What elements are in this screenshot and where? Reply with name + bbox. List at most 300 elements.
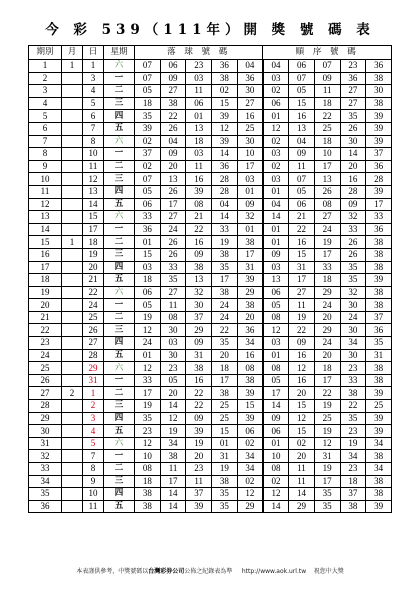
sorted-number-cell: 36	[366, 60, 392, 73]
draw-number-cell: 23	[186, 463, 212, 476]
issue-cell: 10	[29, 173, 62, 186]
sorted-number-cell: 03	[263, 148, 289, 161]
sorted-number-cell: 39	[366, 122, 392, 135]
draw-number-cell: 38	[135, 500, 161, 513]
sorted-number-cell: 35	[314, 500, 340, 513]
draw-number-cell: 19	[212, 463, 238, 476]
sorted-number-cell: 13	[263, 274, 289, 287]
sorted-number-cell: 39	[366, 110, 392, 123]
day-cell: 7	[83, 450, 104, 463]
draw-number-cell: 09	[186, 412, 212, 425]
day-cell: 8	[83, 135, 104, 148]
weekday-cell: 二	[104, 463, 135, 476]
sorted-number-cell: 33	[340, 374, 366, 387]
day-cell: 29	[83, 362, 104, 375]
draw-number-cell: 36	[237, 72, 263, 85]
day-cell: 4	[83, 85, 104, 98]
sorted-number-cell: 14	[263, 400, 289, 413]
sorted-number-cell: 36	[366, 223, 392, 236]
draw-number-cell: 16	[237, 110, 263, 123]
draw-number-cell: 12	[160, 412, 186, 425]
draw-number-cell: 24	[160, 223, 186, 236]
sorted-number-cell: 14	[289, 488, 315, 501]
draw-number-cell: 17	[237, 160, 263, 173]
draw-number-cell: 37	[186, 488, 212, 501]
sorted-number-cell: 09	[289, 337, 315, 350]
table-row	[29, 274, 392, 287]
draw-number-cell: 36	[212, 60, 238, 73]
draw-number-cell: 32	[186, 286, 212, 299]
header-day: 日	[83, 46, 104, 60]
sorted-number-cell: 22	[314, 387, 340, 400]
draw-number-cell: 20	[186, 450, 212, 463]
sorted-number-cell: 12	[263, 488, 289, 501]
sorted-number-cell: 35	[366, 337, 392, 350]
draw-number-cell: 09	[186, 337, 212, 350]
draw-number-cell: 38	[212, 387, 238, 400]
draw-number-cell: 38	[160, 97, 186, 110]
sorted-number-cell: 08	[263, 463, 289, 476]
draw-number-cell: 32	[237, 211, 263, 224]
sorted-number-cell: 33	[340, 223, 366, 236]
sorted-number-cell: 16	[289, 236, 315, 249]
sorted-number-cell: 27	[340, 85, 366, 98]
draw-number-cell: 36	[135, 223, 161, 236]
day-cell: 9	[83, 475, 104, 488]
sorted-number-cell: 16	[340, 173, 366, 186]
draw-number-cell: 34	[160, 437, 186, 450]
footer-wish: 祝您中大獎	[313, 568, 344, 575]
issue-cell: 1	[29, 60, 62, 73]
weekday-cell: 二	[104, 236, 135, 249]
month-cell	[62, 211, 83, 224]
table-row	[29, 236, 392, 249]
day-cell: 14	[83, 198, 104, 211]
month-cell	[62, 286, 83, 299]
sorted-number-cell: 32	[340, 286, 366, 299]
table-row	[29, 362, 392, 375]
draw-number-cell: 38	[212, 72, 238, 85]
weekday-cell: 二	[104, 85, 135, 98]
table-body	[29, 60, 392, 513]
draw-number-cell: 04	[212, 198, 238, 211]
sorted-number-cell: 03	[263, 261, 289, 274]
draw-number-cell: 38	[237, 299, 263, 312]
month-cell	[62, 475, 83, 488]
table-row	[29, 110, 392, 123]
issue-cell: 31	[29, 437, 62, 450]
draw-number-cell: 11	[160, 463, 186, 476]
draw-number-cell: 01	[237, 185, 263, 198]
issue-cell: 15	[29, 236, 62, 249]
weekday-cell: 一	[104, 299, 135, 312]
month-cell	[62, 437, 83, 450]
footer-suffix: 公佈之紀錄表為準	[184, 568, 233, 575]
draw-number-cell: 19	[212, 236, 238, 249]
draw-number-cell: 16	[186, 374, 212, 387]
month-cell: 1	[62, 60, 83, 73]
draw-number-cell: 26	[160, 248, 186, 261]
draw-number-cell: 14	[160, 488, 186, 501]
sorted-number-cell: 38	[340, 500, 366, 513]
draw-number-cell: 39	[135, 122, 161, 135]
sorted-number-cell: 23	[340, 425, 366, 438]
weekday-cell: 五	[104, 500, 135, 513]
draw-number-cell: 35	[135, 412, 161, 425]
draw-number-cell: 39	[186, 185, 212, 198]
header-weekday: 星期	[104, 46, 135, 60]
sorted-number-cell: 06	[263, 286, 289, 299]
draw-number-cell: 38	[212, 286, 238, 299]
sorted-number-cell: 16	[289, 374, 315, 387]
draw-number-cell: 14	[212, 211, 238, 224]
draw-number-cell: 18	[135, 97, 161, 110]
day-cell: 24	[83, 299, 104, 312]
draw-number-cell: 12	[237, 488, 263, 501]
draw-number-cell: 24	[212, 299, 238, 312]
day-cell: 3	[83, 72, 104, 85]
sorted-number-cell: 35	[340, 110, 366, 123]
sorted-number-cell: 12	[263, 324, 289, 337]
day-cell: 26	[83, 324, 104, 337]
month-cell	[62, 223, 83, 236]
draw-number-cell: 17	[212, 374, 238, 387]
sorted-number-cell: 11	[289, 475, 315, 488]
table-row	[29, 60, 392, 73]
sorted-number-cell: 11	[289, 299, 315, 312]
sorted-number-cell: 27	[289, 286, 315, 299]
draw-number-cell: 27	[160, 211, 186, 224]
sorted-number-cell: 07	[314, 60, 340, 73]
sorted-number-cell: 15	[289, 97, 315, 110]
month-cell	[62, 349, 83, 362]
draw-number-cell: 33	[135, 211, 161, 224]
sorted-number-cell: 25	[314, 412, 340, 425]
sorted-number-cell: 39	[366, 500, 392, 513]
issue-cell: 18	[29, 274, 62, 287]
draw-number-cell: 39	[212, 135, 238, 148]
draw-number-cell: 19	[135, 311, 161, 324]
issue-cell: 26	[29, 374, 62, 387]
sorted-number-cell: 30	[340, 299, 366, 312]
lottery-table	[28, 45, 392, 513]
sorted-number-cell: 08	[314, 198, 340, 211]
sorted-number-cell: 26	[340, 236, 366, 249]
sorted-number-cell: 16	[289, 349, 315, 362]
sorted-number-cell: 16	[289, 110, 315, 123]
draw-number-cell: 18	[212, 362, 238, 375]
day-cell: 20	[83, 261, 104, 274]
page-title: 今 彩 539（111年）開 獎 號 碼 表	[45, 22, 375, 38]
day-cell: 8	[83, 463, 104, 476]
draw-number-cell: 02	[135, 135, 161, 148]
sorted-number-cell: 35	[340, 412, 366, 425]
issue-cell: 5	[29, 110, 62, 123]
table-row	[29, 349, 392, 362]
sorted-number-cell: 20	[314, 311, 340, 324]
draw-number-cell: 38	[186, 362, 212, 375]
draw-number-cell: 12	[135, 362, 161, 375]
sorted-number-cell: 38	[366, 488, 392, 501]
draw-number-cell: 28	[212, 185, 238, 198]
month-cell	[62, 261, 83, 274]
issue-cell: 3	[29, 85, 62, 98]
sorted-number-cell: 26	[340, 122, 366, 135]
draw-number-cell: 11	[186, 160, 212, 173]
month-cell	[62, 160, 83, 173]
sorted-number-cell: 18	[314, 362, 340, 375]
month-cell	[62, 412, 83, 425]
sorted-number-cell: 15	[289, 248, 315, 261]
sorted-number-cell: 26	[314, 185, 340, 198]
day-cell: 5	[83, 97, 104, 110]
sorted-number-cell: 38	[366, 248, 392, 261]
table-row	[29, 324, 392, 337]
draw-number-cell: 20	[237, 311, 263, 324]
draw-number-cell: 07	[135, 72, 161, 85]
draw-number-cell: 05	[135, 299, 161, 312]
issue-cell: 23	[29, 337, 62, 350]
draw-number-cell: 25	[237, 122, 263, 135]
draw-number-cell: 30	[237, 85, 263, 98]
sorted-number-cell: 03	[263, 72, 289, 85]
issue-cell: 25	[29, 362, 62, 375]
weekday-cell: 三	[104, 97, 135, 110]
month-cell	[62, 500, 83, 513]
draw-number-cell: 08	[135, 463, 161, 476]
day-cell: 10	[83, 488, 104, 501]
sorted-number-cell: 37	[366, 311, 392, 324]
draw-number-cell: 39	[212, 110, 238, 123]
header-month: 月	[62, 46, 83, 60]
draw-number-cell: 13	[186, 122, 212, 135]
month-cell	[62, 110, 83, 123]
draw-number-cell: 19	[135, 400, 161, 413]
sorted-number-cell: 37	[340, 488, 366, 501]
sorted-number-cell: 09	[340, 198, 366, 211]
issue-cell: 32	[29, 450, 62, 463]
sorted-number-cell: 17	[314, 475, 340, 488]
month-cell	[62, 299, 83, 312]
draw-number-cell: 34	[237, 450, 263, 463]
draw-number-cell: 23	[186, 60, 212, 73]
draw-number-cell: 08	[160, 311, 186, 324]
weekday-cell: 二	[104, 160, 135, 173]
draw-number-cell: 09	[160, 148, 186, 161]
weekday-cell: 五	[104, 274, 135, 287]
sorted-number-cell: 20	[340, 160, 366, 173]
month-cell	[62, 198, 83, 211]
weekday-cell: 一	[104, 450, 135, 463]
draw-number-cell: 37	[186, 311, 212, 324]
weekday-cell: 六	[104, 286, 135, 299]
sorted-number-cell: 18	[314, 135, 340, 148]
sorted-number-cell: 10	[314, 148, 340, 161]
draw-number-cell: 07	[135, 60, 161, 73]
draw-number-cell: 02	[237, 437, 263, 450]
sorted-number-cell: 17	[263, 387, 289, 400]
sorted-number-cell: 39	[366, 185, 392, 198]
draw-number-cell: 23	[135, 425, 161, 438]
draw-number-cell: 16	[186, 173, 212, 186]
draw-number-cell: 38	[212, 248, 238, 261]
month-cell	[62, 425, 83, 438]
sorted-number-cell: 22	[289, 223, 315, 236]
draw-number-cell: 38	[212, 475, 238, 488]
draw-number-cell: 25	[212, 412, 238, 425]
sorted-number-cell: 08	[263, 362, 289, 375]
day-cell: 31	[83, 374, 104, 387]
draw-number-cell: 17	[160, 475, 186, 488]
draw-number-cell: 09	[186, 248, 212, 261]
table-row	[29, 97, 392, 110]
draw-number-cell: 20	[212, 349, 238, 362]
day-cell: 11	[83, 160, 104, 173]
draw-number-cell: 11	[186, 85, 212, 98]
month-cell	[62, 122, 83, 135]
draw-number-cell: 34	[237, 463, 263, 476]
sorted-number-cell: 14	[263, 211, 289, 224]
draw-number-cell: 18	[135, 274, 161, 287]
day-cell: 13	[83, 185, 104, 198]
draw-number-cell: 31	[212, 450, 238, 463]
sorted-number-cell: 09	[263, 248, 289, 261]
month-cell: 1	[62, 236, 83, 249]
sorted-number-cell: 18	[314, 274, 340, 287]
weekday-cell: 六	[104, 135, 135, 148]
weekday-cell: 三	[104, 248, 135, 261]
draw-number-cell: 13	[160, 173, 186, 186]
sorted-number-cell: 23	[340, 463, 366, 476]
table-row	[29, 311, 392, 324]
issue-cell: 8	[29, 148, 62, 161]
month-cell	[62, 362, 83, 375]
table-row	[29, 425, 392, 438]
draw-number-cell: 18	[135, 475, 161, 488]
sorted-number-cell: 34	[340, 337, 366, 350]
issue-cell: 13	[29, 211, 62, 224]
sorted-number-cell: 15	[289, 425, 315, 438]
sorted-number-cell: 18	[314, 97, 340, 110]
draw-number-cell: 06	[160, 60, 186, 73]
sorted-number-cell: 38	[366, 236, 392, 249]
sorted-number-cell: 20	[314, 349, 340, 362]
draw-number-cell: 24	[212, 311, 238, 324]
sorted-number-cell: 24	[340, 311, 366, 324]
draw-number-cell: 19	[186, 437, 212, 450]
sorted-number-cell: 06	[289, 60, 315, 73]
sorted-number-cell: 18	[340, 475, 366, 488]
draw-number-cell: 34	[237, 337, 263, 350]
sorted-number-cell: 12	[263, 122, 289, 135]
draw-number-cell: 20	[160, 387, 186, 400]
draw-number-cell: 39	[186, 500, 212, 513]
draw-number-cell: 27	[237, 97, 263, 110]
weekday-cell: 一	[104, 148, 135, 161]
sorted-number-cell: 17	[289, 274, 315, 287]
weekday-cell: 六	[104, 362, 135, 375]
draw-number-cell: 38	[186, 261, 212, 274]
draw-number-cell: 09	[160, 72, 186, 85]
day-cell: 25	[83, 311, 104, 324]
sorted-number-cell: 13	[289, 122, 315, 135]
table-row	[29, 450, 392, 463]
draw-number-cell: 20	[160, 160, 186, 173]
issue-cell: 12	[29, 198, 62, 211]
table-row	[29, 122, 392, 135]
sorted-number-cell: 36	[366, 324, 392, 337]
sorted-number-cell: 05	[289, 85, 315, 98]
draw-number-cell: 39	[237, 274, 263, 287]
draw-number-cell: 17	[135, 387, 161, 400]
issue-cell: 22	[29, 324, 62, 337]
draw-number-cell: 35	[212, 488, 238, 501]
draw-number-cell: 05	[135, 85, 161, 98]
issue-cell: 24	[29, 349, 62, 362]
table-row	[29, 437, 392, 450]
weekday-cell: 四	[104, 261, 135, 274]
sorted-number-cell: 30	[340, 135, 366, 148]
weekday-cell: 四	[104, 110, 135, 123]
issue-cell: 30	[29, 425, 62, 438]
weekday-cell: 四	[104, 185, 135, 198]
issue-cell: 6	[29, 122, 62, 135]
draw-number-cell: 06	[237, 425, 263, 438]
day-cell: 22	[83, 286, 104, 299]
draw-number-cell: 05	[160, 374, 186, 387]
day-cell: 19	[83, 248, 104, 261]
draw-number-cell: 19	[160, 425, 186, 438]
draw-number-cell: 33	[135, 374, 161, 387]
sorted-number-cell: 05	[263, 374, 289, 387]
draw-number-cell: 30	[160, 349, 186, 362]
draw-number-cell: 27	[160, 85, 186, 98]
day-cell: 5	[83, 437, 104, 450]
sorted-number-cell: 31	[314, 450, 340, 463]
sorted-number-cell: 38	[366, 374, 392, 387]
draw-number-cell: 29	[186, 324, 212, 337]
sorted-number-cell: 22	[289, 324, 315, 337]
sorted-number-cell: 35	[340, 261, 366, 274]
sorted-number-cell: 33	[366, 211, 392, 224]
sorted-number-cell: 09	[263, 412, 289, 425]
draw-number-cell: 29	[237, 500, 263, 513]
month-cell	[62, 324, 83, 337]
sorted-number-cell: 28	[366, 173, 392, 186]
month-cell	[62, 450, 83, 463]
footer-url[interactable]: http://www.aok.url.tw	[241, 568, 307, 575]
sorted-number-cell: 19	[314, 463, 340, 476]
month-cell	[62, 488, 83, 501]
draw-number-cell: 16	[186, 236, 212, 249]
sorted-number-cell: 19	[314, 236, 340, 249]
month-cell	[62, 337, 83, 350]
header-issue: 期別	[29, 46, 62, 60]
month-cell	[62, 463, 83, 476]
draw-number-cell: 31	[186, 349, 212, 362]
sorted-number-cell: 12	[289, 362, 315, 375]
sorted-number-cell: 39	[366, 274, 392, 287]
sorted-number-cell: 24	[314, 223, 340, 236]
sorted-number-cell: 29	[314, 286, 340, 299]
draw-number-cell: 24	[135, 337, 161, 350]
draw-number-cell: 14	[160, 400, 186, 413]
sorted-number-cell: 38	[366, 286, 392, 299]
weekday-cell: 三	[104, 475, 135, 488]
sorted-number-cell: 11	[314, 85, 340, 98]
day-cell: 12	[83, 173, 104, 186]
weekday-cell: 四	[104, 337, 135, 350]
